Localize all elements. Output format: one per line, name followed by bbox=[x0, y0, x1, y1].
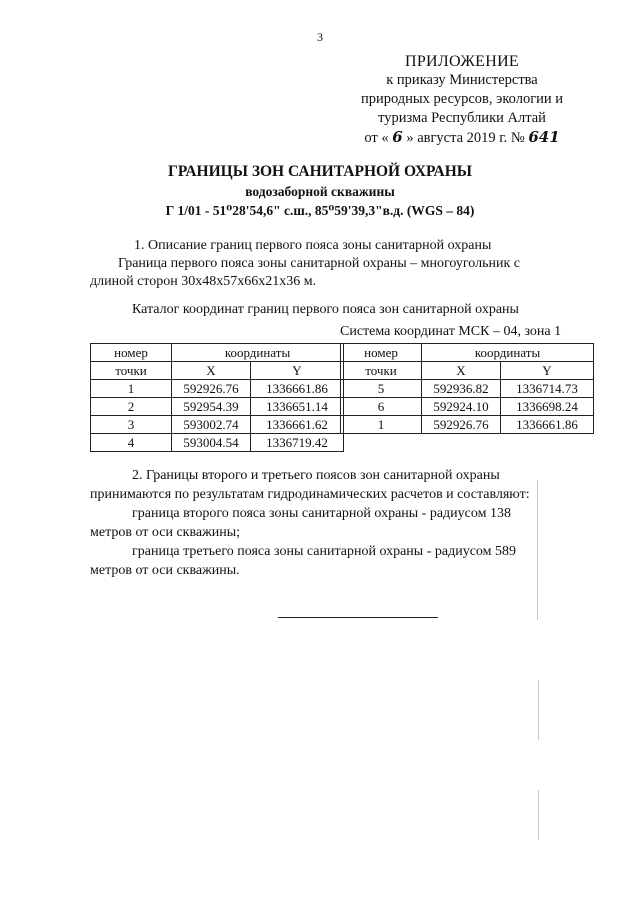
scan-artifact bbox=[537, 480, 538, 620]
point-number: 3 bbox=[91, 416, 172, 434]
appendix-line-3: туризма Республики Алтай bbox=[378, 110, 546, 126]
section1-heading: 1. Описание границ первого пояса зоны санитарной охраны bbox=[134, 238, 492, 253]
header-x: X bbox=[172, 362, 251, 380]
section2-line-3: граница второго пояса зоны санитарной охраны - радиусом 138 bbox=[132, 506, 511, 521]
header-point: точки bbox=[341, 362, 422, 380]
section1-text-line-1: Граница первого пояса зоны санитарной охраны – многоугольник с bbox=[118, 256, 520, 271]
x-value: 593004.54 bbox=[172, 434, 251, 452]
point-number: 2 bbox=[91, 398, 172, 416]
point-number: 4 bbox=[91, 434, 172, 452]
closing-divider bbox=[278, 617, 438, 618]
table-row bbox=[341, 416, 594, 434]
section2-line-6: метров от оси скважины. bbox=[90, 563, 240, 578]
date-prefix: от « bbox=[364, 130, 389, 146]
x-value: 592924.10 bbox=[422, 398, 501, 416]
appendix-line-2: природных ресурсов, экологии и bbox=[360, 91, 564, 107]
appendix-line-1: к приказу Министерства bbox=[386, 72, 538, 88]
appendix-block bbox=[342, 52, 582, 148]
y-value: 1336714.73 bbox=[501, 380, 594, 398]
section2-line-2: принимаются по результатам гидродинамических расчетов и составляют: bbox=[90, 487, 530, 502]
coordinates-table-left bbox=[90, 343, 344, 452]
scan-artifact bbox=[538, 790, 539, 840]
y-value: 1336698.24 bbox=[501, 398, 594, 416]
heading-coordinates: Г 1/01 - 51⁰28'54,6" с.ш., 85⁰59'39,3"в.д. (WGS – 84) bbox=[165, 203, 475, 218]
appendix-title: ПРИЛОЖЕНИЕ bbox=[404, 53, 519, 70]
header-coordinates: координаты bbox=[422, 344, 594, 362]
appendix-date-line bbox=[342, 128, 582, 148]
coordinate-system: Система координат МСК – 04, зона 1 bbox=[340, 324, 562, 339]
table-row bbox=[91, 416, 344, 434]
section2-line-4: метров от оси скважины; bbox=[90, 525, 241, 540]
y-value: 1336651.14 bbox=[251, 398, 344, 416]
page-number: 3 bbox=[317, 30, 323, 44]
table-row bbox=[341, 380, 594, 398]
heading-subtitle: водозаборной скважины bbox=[245, 184, 395, 199]
catalog-title: Каталог координат границ первого пояса зон санитарной охраны bbox=[132, 302, 519, 317]
header-point: точки bbox=[91, 362, 172, 380]
coordinates-table-right bbox=[340, 343, 594, 434]
point-number: 1 bbox=[341, 416, 422, 434]
point-number: 1 bbox=[91, 380, 172, 398]
table-row bbox=[91, 434, 344, 452]
date-day-handwritten: 6 bbox=[392, 128, 403, 146]
header-y: Y bbox=[251, 362, 344, 380]
header-x: X bbox=[422, 362, 501, 380]
heading-title: ГРАНИЦЫ ЗОН САНИТАРНОЙ ОХРАНЫ bbox=[168, 163, 472, 180]
header-number: номер bbox=[91, 344, 172, 362]
order-number-handwritten: 641 bbox=[528, 128, 560, 146]
header-y: Y bbox=[501, 362, 594, 380]
section2-line-1: 2. Границы второго и третьего поясов зон санитарной охраны bbox=[132, 468, 500, 483]
x-value: 593002.74 bbox=[172, 416, 251, 434]
x-value: 592936.82 bbox=[422, 380, 501, 398]
header-number: номер bbox=[341, 344, 422, 362]
scan-artifact bbox=[538, 680, 539, 740]
x-value: 592926.76 bbox=[422, 416, 501, 434]
table-row bbox=[341, 398, 594, 416]
section2-line-5: граница третьего пояса зоны санитарной охраны - радиусом 589 bbox=[132, 544, 517, 559]
section1-text-line-2: длиной сторон 30х48х57х66х21х36 м. bbox=[90, 274, 317, 289]
x-value: 592926.76 bbox=[172, 380, 251, 398]
y-value: 1336661.86 bbox=[251, 380, 344, 398]
header-coordinates: координаты bbox=[172, 344, 344, 362]
point-number: 5 bbox=[341, 380, 422, 398]
table-row bbox=[91, 380, 344, 398]
point-number: 6 bbox=[341, 398, 422, 416]
x-value: 592954.39 bbox=[172, 398, 251, 416]
y-value: 1336661.62 bbox=[251, 416, 344, 434]
document-heading bbox=[120, 162, 520, 220]
table-row bbox=[91, 398, 344, 416]
y-value: 1336719.42 bbox=[251, 434, 344, 452]
y-value: 1336661.86 bbox=[501, 416, 594, 434]
date-suffix: » августа 2019 г. № bbox=[406, 130, 525, 146]
